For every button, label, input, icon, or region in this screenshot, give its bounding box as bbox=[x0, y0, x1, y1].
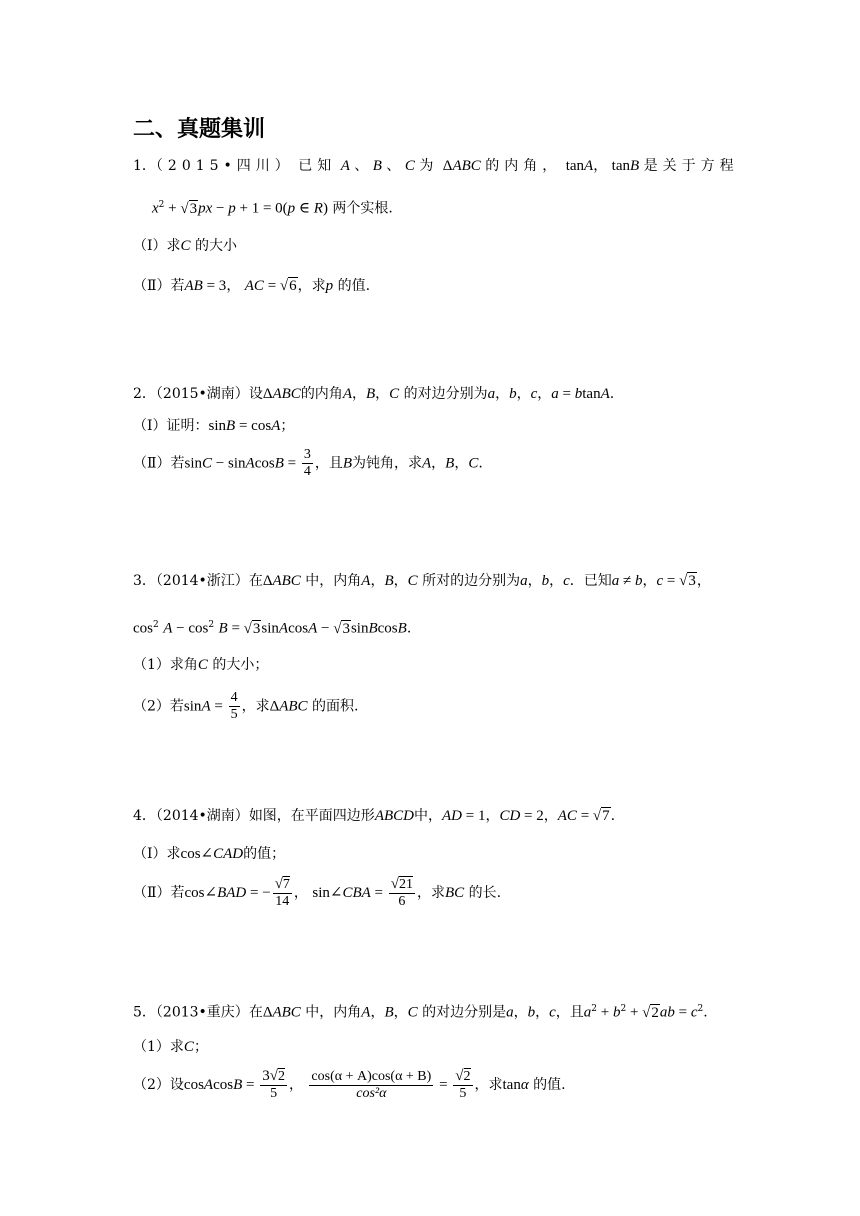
problem-5-part-1: （1）求C； bbox=[133, 1039, 208, 1055]
problem-2-part-2: （Ⅱ）若sinC − sinAcosB = $\frac{3}{4}$ ，且B为钝角，求A，B，C. bbox=[133, 447, 483, 479]
problem-5-line-1: 5．（2013•重庆）在ΔABC 中，内角A，B，C 的对边分别是a，b，c，且$a^2 + b^2 + √2ab = c^2$. bbox=[133, 1004, 708, 1021]
problem-3-part-2: （2）若sinA = $\frac{4}{5}$ ，求ΔABC 的面积. bbox=[133, 690, 359, 722]
problem-3-line-1: 3．（2014•浙江）在ΔABC 中，内角A，B，C 所对的边分别为a，b，c．已知a ≠ b，c = √3， bbox=[133, 573, 711, 589]
problem-5-part-2: （2）设cosAcosB = $\frac{3√2}{5}$ ， $\frac{\cos(\alpha + A)\cos(\alpha + B)}{\text{cos²α}}$ = $\frac{√2}{5}$ ，求tanα 的值. bbox=[133, 1068, 566, 1101]
problem-4-line-1: 4．（2014•湖南）如图，在平面四边形ABCD中，AD = 1，CD = 2，AC = √7. bbox=[133, 808, 616, 824]
problem-1-part-1: （Ⅰ）求C 的大小 bbox=[133, 238, 237, 254]
problem-1-line-2: $x^2 + √3px - p + 1 = 0(p$ ∈ R) 两个实根. bbox=[152, 200, 393, 217]
problem-4-part-2: （Ⅱ）若cos∠BAD = − $\frac{√7}{14}$ ， sin∠CBA = $\frac{√21}{6}$ ，求BC 的长. bbox=[133, 876, 502, 909]
problem-2-part-1: （Ⅰ）证明：sinB = cosA； bbox=[133, 418, 295, 434]
problem-2-line-1: 2．（2015•湖南）设ΔABC的内角A，B，C 的对边分别为a，b，c，a = btanA. bbox=[133, 386, 615, 402]
problem-1-line-1: 1．（2015•四川） 已知 A 、 B 、 C 为 ΔABC 的内角， tanA， tanB 是关于方程 bbox=[133, 158, 739, 174]
problem-1-part-2: （Ⅱ）若AB = 3， AC = √6，求p 的值. bbox=[133, 278, 371, 294]
problem-4-part-1: （Ⅰ）求cos∠CAD的值； bbox=[133, 846, 286, 862]
problem-3-line-2: $\cos^2 A - \cos^2 B$ = √3sinAcosA − √3sinBcosB. bbox=[133, 620, 412, 637]
section-title: 二、真题集训 bbox=[133, 117, 266, 142]
problem-3-part-1: （1）求角C 的大小； bbox=[133, 657, 269, 673]
